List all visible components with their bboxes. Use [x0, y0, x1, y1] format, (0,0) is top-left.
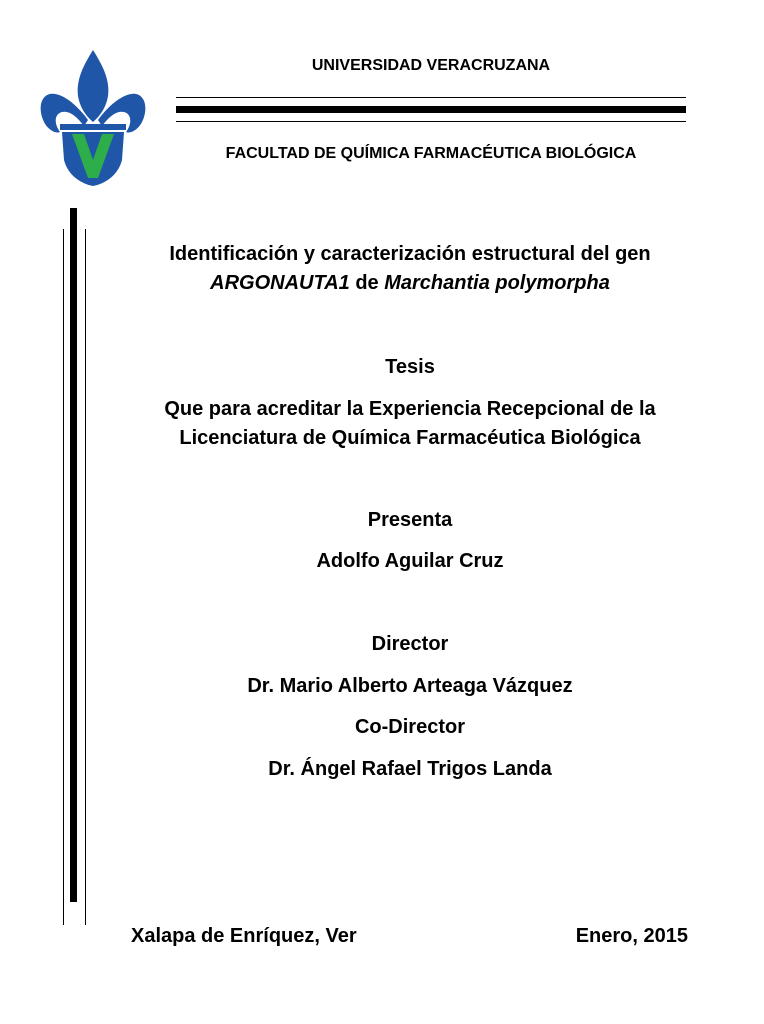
header-rule-thin-bottom — [176, 121, 686, 122]
university-fleur-de-lis-logo — [38, 48, 148, 188]
author-name: Adolfo Aguilar Cruz — [316, 550, 504, 572]
faculty-name: FACULTAD DE QUÍMICA FARMACÉUTICA BIOLÓGICA — [225, 145, 637, 162]
director-name: Dr. Mario Alberto Arteaga Vázquez — [247, 675, 573, 697]
vertical-rule-thin-right — [85, 229, 86, 925]
thesis-title-line-2 — [100, 272, 720, 295]
title-connector: de — [349, 272, 385, 294]
presenter-label: Presenta — [367, 509, 453, 531]
vertical-rule-thin-left — [63, 229, 64, 925]
species-name: Marchantia polymorpha — [384, 272, 610, 294]
codirector-name: Dr. Ángel Rafael Trigos Landa — [268, 758, 552, 780]
thesis-label: Tesis — [385, 356, 435, 378]
header-rule-thin-top — [176, 97, 686, 98]
date: Enero, 2015 — [575, 925, 688, 947]
director-label: Director — [371, 633, 449, 655]
university-name: UNIVERSIDAD VERACRUZANA — [311, 57, 551, 74]
header-rule-thick — [176, 106, 686, 113]
gene-name: ARGONAUTA1 — [210, 272, 350, 294]
place: Xalapa de Enríquez, Ver — [131, 925, 357, 947]
thesis-purpose-line-1: Que para acreditar la Experiencia Recepcional de la — [164, 398, 656, 420]
vertical-rule-thick — [70, 208, 77, 902]
codirector-label: Co-Director — [354, 716, 465, 738]
thesis-purpose-line-2: Licenciatura de Química Farmacéutica Biológica — [179, 427, 641, 449]
thesis-title-line-1: Identificación y caracterización estructural del gen — [169, 243, 651, 265]
